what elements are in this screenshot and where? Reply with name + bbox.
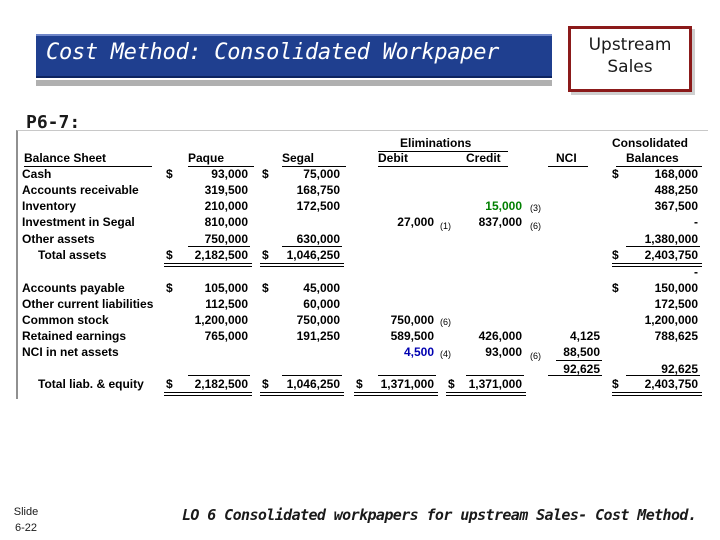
header-consolidated: Consolidated	[612, 136, 689, 150]
debit-value: 27,000	[397, 215, 434, 229]
debit-value: 4,500	[403, 345, 434, 359]
credit-value: 93,000	[485, 345, 522, 359]
subtotal-line	[556, 360, 602, 361]
segal-value: 1,046,250	[286, 248, 340, 262]
nci-value: 4,125	[569, 329, 600, 343]
header-credit: Credit	[466, 151, 501, 165]
debit-ref: (6)	[440, 317, 451, 327]
header-balance-sheet: Balance Sheet	[24, 151, 107, 165]
dollar-sign: $	[166, 281, 173, 295]
segal-value: 168,750	[296, 183, 340, 197]
debit-ref: (4)	[440, 349, 451, 359]
subtotal-line	[282, 246, 342, 247]
consolidated-value: 150,000	[654, 281, 698, 295]
consolidated-value: 367,500	[654, 199, 698, 213]
consolidated-value: 788,625	[654, 329, 698, 343]
segal-value: 750,000	[296, 313, 340, 327]
header-nci: NCI	[556, 151, 577, 165]
debit-value: 589,500	[390, 329, 434, 343]
learning-objective: LO 6 Consolidated workpapers for upstream Sales- Cost Method.	[182, 506, 697, 524]
eliminations-underline	[378, 151, 508, 152]
subtotal-line	[626, 375, 700, 376]
paque-value: 810,000	[204, 215, 248, 229]
segal-value: 60,000	[303, 297, 340, 311]
slide-id: 6-22	[14, 522, 38, 534]
segal-value: 630,000	[296, 232, 340, 246]
header-segal: Segal	[282, 151, 315, 165]
subtotal-line	[378, 375, 436, 376]
header-eliminations: Eliminations	[400, 136, 472, 150]
dollar-sign: $	[262, 281, 269, 295]
credit-value: 15,000	[485, 199, 522, 213]
segal-value: 1,046,250	[286, 377, 340, 391]
consolidated-value: 488,250	[654, 183, 698, 197]
row-label: Cash	[22, 167, 52, 181]
consolidated-value: 172,500	[654, 297, 698, 311]
workpaper-frame	[16, 130, 708, 399]
paque-value: 112,500	[205, 297, 248, 311]
row-label: NCI in net assets	[22, 345, 119, 359]
slide-number	[8, 504, 44, 536]
debit-ref: (1)	[440, 221, 451, 231]
dollar-sign: $	[262, 167, 269, 181]
dollar-sign: $	[448, 377, 455, 391]
segal-value: 191,250	[296, 329, 340, 343]
total-double-line	[612, 392, 702, 396]
dollar-sign: $	[356, 377, 363, 391]
consolidated-value: 1,380,000	[644, 232, 698, 246]
subtotal-line	[188, 246, 250, 247]
consolidated-value: 2,403,750	[644, 377, 698, 391]
dollar-sign: $	[612, 167, 619, 181]
paque-value: 765,000	[204, 329, 248, 343]
paque-value: 93,000	[211, 167, 248, 181]
dollar-sign: $	[166, 248, 173, 262]
total-double-line	[164, 392, 252, 396]
paque-value: 319,500	[204, 183, 248, 197]
nci-value: 88,500	[563, 345, 600, 359]
credit-value: 1,371,000	[468, 377, 522, 391]
paque-value: 210,000	[204, 199, 248, 213]
row-label: Total assets	[38, 248, 107, 262]
subtotal-line	[466, 375, 524, 376]
subtotal-line	[188, 375, 250, 376]
total-double-line	[260, 263, 344, 267]
dollar-sign: $	[166, 377, 173, 391]
row-label: Investment in Segal	[22, 215, 135, 229]
debit-value: 1,371,000	[380, 377, 434, 391]
dollar-sign: $	[612, 248, 619, 262]
title-underline	[36, 80, 552, 86]
paque-value: 105,000	[204, 281, 248, 295]
dollar-sign: $	[262, 377, 269, 391]
row-label: Accounts receivable	[22, 183, 139, 197]
credit-ref: (6)	[530, 221, 541, 231]
paque-value: 2,182,500	[194, 248, 248, 262]
slide-label: Slide	[13, 506, 39, 518]
credit-ref: (6)	[530, 351, 541, 361]
row-label: Retained earnings	[22, 329, 127, 343]
segal-value: 45,000	[303, 281, 340, 295]
row-label: Other assets	[22, 232, 95, 246]
consolidated-value: 2,403,750	[644, 248, 698, 262]
debit-value: 750,000	[390, 313, 434, 327]
consolidated-value: -	[694, 215, 698, 229]
upstream-sales-label	[570, 34, 690, 78]
subtotal-line	[626, 246, 700, 247]
row-label: Inventory	[22, 199, 77, 213]
total-double-line	[260, 392, 344, 396]
subtotal-line	[282, 375, 342, 376]
paque-value: 2,182,500	[194, 377, 248, 391]
row-label: Total liab. & equity	[38, 377, 144, 391]
total-double-line	[354, 392, 438, 396]
upstream-line-1: Upstream	[588, 35, 672, 55]
dollar-sign: $	[612, 281, 619, 295]
header-paque: Paque	[188, 151, 225, 165]
dollar-sign: $	[612, 377, 619, 391]
consolidated-value: 92,625	[661, 362, 698, 376]
header-balances: Balances	[626, 151, 679, 165]
upstream-line-2: Sales	[607, 57, 653, 77]
consolidated-value: 168,000	[654, 167, 698, 181]
credit-value: 837,000	[478, 215, 522, 229]
problem-label: P6-7:	[26, 112, 81, 133]
nci-value: 92,625	[563, 362, 600, 376]
paque-value: 1,200,000	[194, 313, 248, 327]
dollar-sign: $	[166, 167, 173, 181]
header-underline	[548, 166, 588, 167]
row-label: Accounts payable	[22, 281, 125, 295]
total-double-line	[164, 263, 252, 267]
consolidated-value: 1,200,000	[644, 313, 698, 327]
dollar-sign: $	[262, 248, 269, 262]
segal-value: 75,000	[303, 167, 340, 181]
nci-box-line	[548, 375, 602, 376]
header-debit: Debit	[378, 151, 408, 165]
credit-ref: (3)	[530, 203, 541, 213]
credit-value: 426,000	[478, 329, 522, 343]
paque-value: 750,000	[204, 232, 248, 246]
header-underline	[378, 166, 508, 167]
total-double-line	[446, 392, 526, 396]
row-label: Other current liabilities	[22, 297, 154, 311]
row-label: Common stock	[22, 313, 109, 327]
segal-value: 172,500	[296, 199, 340, 213]
slide-title: Cost Method: Consolidated Workpaper	[46, 40, 500, 65]
consolidated-value: -	[694, 265, 698, 279]
